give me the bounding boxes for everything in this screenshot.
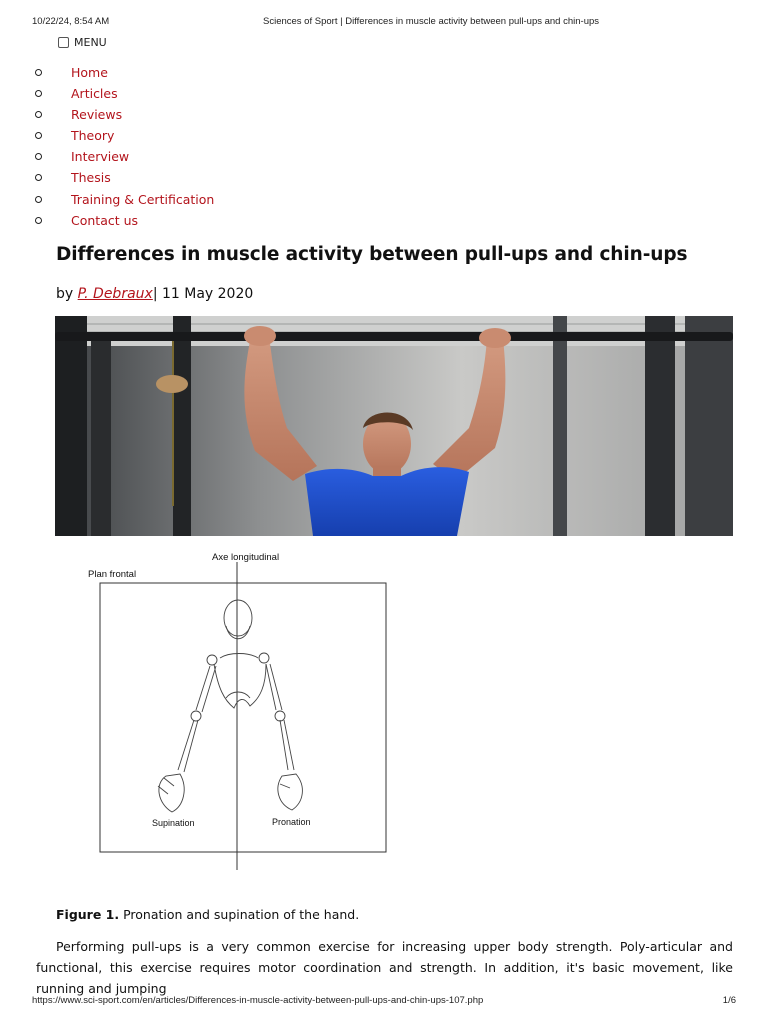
hero-image (55, 316, 733, 536)
pronation-supination-diagram (84, 548, 394, 874)
pull-up-photo-illustration (55, 316, 733, 536)
caption-text: Pronation and supination of the hand. (119, 907, 360, 922)
byline-prefix: by (56, 286, 74, 302)
menu-label: MENU (74, 36, 107, 49)
bullet-icon (35, 90, 42, 97)
print-header (32, 16, 736, 30)
print-page-number: 1/6 (722, 995, 736, 1006)
nav-link-home[interactable]: Home (71, 65, 108, 80)
bullet-icon (35, 132, 42, 139)
axis-label: Axe longitudinal (212, 552, 280, 563)
article-date: | 11 May 2020 (152, 286, 254, 302)
plane-label: Plan frontal (88, 569, 137, 580)
print-footer (32, 995, 736, 1009)
bullet-icon (35, 217, 42, 224)
print-url: https://www.sci-sport.com/en/articles/Differences-in-muscle-activity-between-pull-ups-and-chin-ups-107.php (32, 995, 484, 1006)
article-title: Differences in muscle activity between pull-ups and chin-ups (56, 244, 688, 265)
bullet-icon (35, 153, 42, 160)
figure-caption (56, 907, 359, 922)
print-page-title: Sciences of Sport | Differences in muscle activity between pull-ups and chin-ups (263, 16, 600, 27)
bullet-icon (35, 174, 42, 181)
nav-link-contact[interactable]: Contact us (71, 212, 139, 228)
supination-label: Supination (152, 818, 195, 828)
bullet-icon (35, 196, 42, 203)
pronation-label: Pronation (272, 817, 311, 827)
menu-toggle[interactable] (58, 36, 107, 49)
print-datetime: 10/22/24, 8:54 AM (32, 16, 110, 27)
nav-link-interview[interactable]: Interview (71, 149, 130, 165)
nav-link-training[interactable]: Training & Certification (71, 191, 215, 207)
nav-link-reviews[interactable]: Reviews (71, 107, 123, 123)
hand-rotation-figure (84, 548, 394, 874)
bullet-icon (35, 111, 42, 118)
author-link[interactable]: P. Debraux (77, 286, 153, 302)
menu-checkbox[interactable] (58, 37, 69, 48)
article-byline (56, 286, 253, 302)
article-paragraph: Performing pull-ups is a very common exercise for increasing upper body strength. Poly-articular and functional, this exercise requires motor coordination and strength. In addition, it's basic movement, like running and jumping (36, 939, 733, 996)
bullet-icon (35, 69, 42, 76)
nav-link-articles[interactable]: Articles (71, 86, 118, 102)
nav-link-thesis[interactable]: Thesis (71, 170, 111, 186)
nav-link-theory[interactable]: Theory (71, 128, 115, 144)
caption-label: Figure 1. (56, 907, 120, 922)
